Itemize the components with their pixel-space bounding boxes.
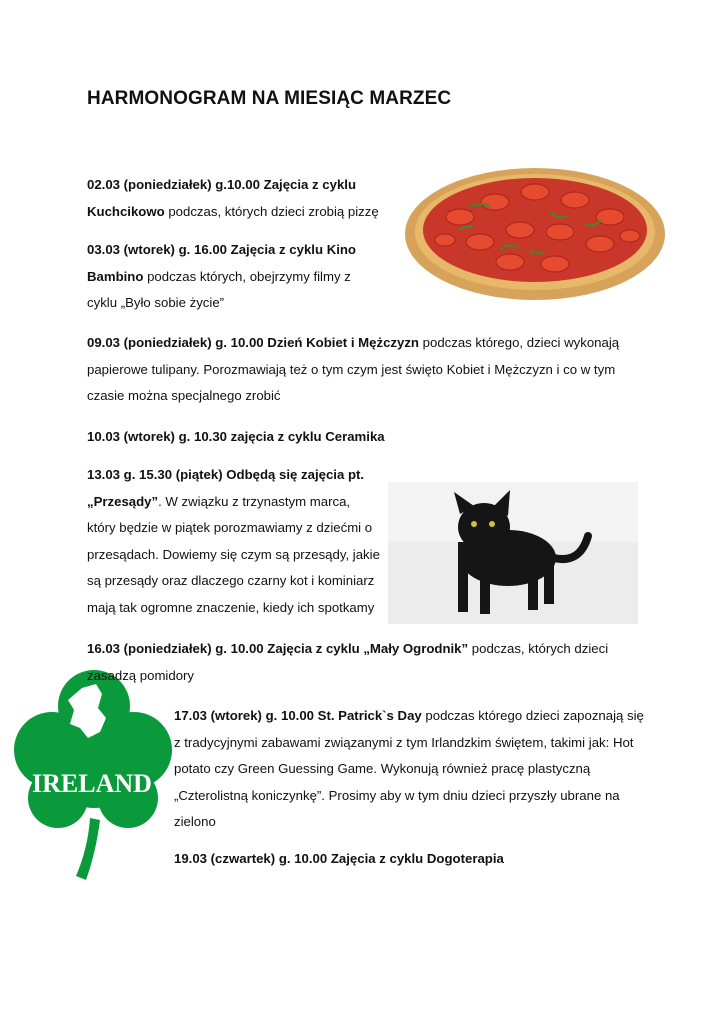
shamrock-ireland-image (12, 668, 172, 880)
entry-text: podczas którego dzieci zapoznają się z tradycyjnymi zabawami związanymi z tym Irlandzkim świętem, takimi jak: Hot potato czy Green Guessing Game. Wykonują również pracę plastyczną „Czterolistną koniczynkę”. Prosimy aby w tym dniu dzieci przyszły ubrane na zielono (174, 708, 644, 829)
entry-text: podczas którego, dzieci wykonają papierowe tulipany. Porozmawiają też o tym czym jest święto Kobiet i Mężczyzn i co w tym czasie można specjalnego zrobić (87, 335, 620, 403)
entry-text: podczas, których dzieci zasadzą pomidory (87, 641, 609, 683)
entry-10-03 (87, 424, 635, 451)
entry-title: 19.03 (czwartek) g. 10.00 Zajęcia z cyklu Dogoterapia (174, 851, 504, 866)
ireland-label: IRELAND (32, 769, 152, 798)
entry-title: 16.03 (poniedziałek) g. 10.00 Zajęcia z cyklu „Mały Ogrodnik” (87, 641, 469, 656)
entry-text: podczas, których dzieci zrobią pizzę (164, 203, 379, 219)
entry-title: 02.03 (poniedziałek) g.10.00 Zajęcia z cyklu Kuchcikowo (87, 177, 357, 219)
entry-title: 17.03 (wtorek) g. 10.00 St. Patrick`s Day (174, 708, 422, 723)
entry-title: 03.03 (wtorek) g. 16.00 Zajęcia z cyklu Kino Bambino (87, 242, 356, 284)
pizza-image (400, 162, 670, 312)
entry-title: 10.03 (wtorek) g. 10.30 zajęcia z cyklu Ceramika (87, 429, 385, 444)
black-cat-image (388, 482, 638, 624)
page-title: HARMONOGRAM NA MIESIĄC MARZEC (87, 88, 452, 109)
entry-title: 13.03 g. 15.30 (piątek) Odbędą się zajęcia pt. „Przesądy” (87, 467, 365, 509)
entry-16-03 (87, 636, 635, 689)
entry-19-03 (174, 846, 644, 873)
entry-17-03 (174, 703, 644, 836)
entry-09-03 (87, 330, 635, 410)
entry-title: 09.03 (poniedziałek) g. 10.00 Dzień Kobiet i Mężczyzn (87, 335, 419, 350)
entry-text: . W związku z trzynastym marca, który będzie w piątek porozmawiamy z dziećmi o przesądach. Dowiemy się czym są przesądy, jakie są przesądy oraz dlaczego czarny kot i kominiarz mają tak ogromne znaczenie, kiedy ich spotkamy (87, 493, 380, 615)
entry-03-03 (87, 237, 362, 317)
entry-02-03 (87, 172, 387, 225)
entry-13-03 (87, 462, 382, 621)
entry-text: podczas których, obejrzymy filmy z cyklu „Było sobie życie” (87, 268, 351, 310)
